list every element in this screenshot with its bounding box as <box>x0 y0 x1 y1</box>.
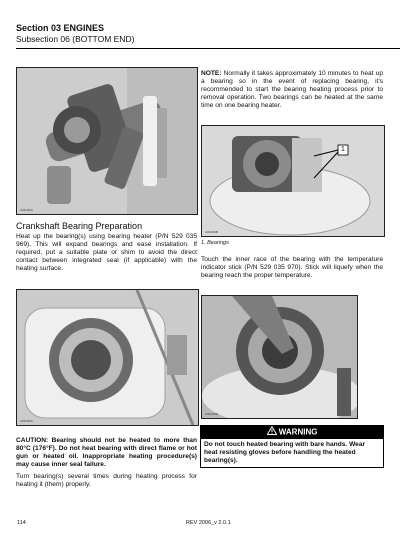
bearing-heater-photo <box>201 125 385 237</box>
figure-code: A32C06A <box>20 208 33 212</box>
caution-paragraph <box>16 437 197 469</box>
section-heading: Crankshaft Bearing Preparation <box>16 221 143 231</box>
warning-icon <box>267 426 277 439</box>
note-label: NOTE: <box>201 70 222 77</box>
caution-text: Bearing should not be heated to more than 80°C (176°F). Do not heat bearing with direct flame or hot gun or heated oil. Inappropriate heating procedure(s) may cause inner seal failure. <box>16 437 197 469</box>
temperature-stick-photo <box>201 295 358 419</box>
callout-label: 1 <box>341 146 345 153</box>
page-header <box>16 23 400 45</box>
bearings-illustration <box>202 126 384 236</box>
temperature-stick-illustration <box>202 296 357 418</box>
figure-code: A32C06B <box>205 230 218 234</box>
crankshaft-illustration <box>17 68 197 214</box>
note-paragraph <box>201 70 383 110</box>
warning-title: WARNING <box>278 427 318 437</box>
subsection-title: Subsection 06 (BOTTOM END) <box>16 34 135 44</box>
header-rule <box>16 48 400 49</box>
bearing-heater-photo-2 <box>16 289 199 426</box>
warning-box <box>200 425 384 468</box>
touch-block <box>201 256 383 280</box>
warning-header <box>201 426 383 439</box>
note-text: Normally it takes approximately 10 minutes to heat up a bearing so in the event of replacing bearing, it's recommended to start the bearing heating process prior to removal operation. Two bearings can be heated at the same time on one bearing heater. <box>201 70 383 110</box>
crankshaft-section <box>16 221 197 273</box>
bearing-on-heater-illustration <box>17 290 198 425</box>
caution-label: CAUTION: <box>16 437 49 444</box>
note-block <box>201 70 383 110</box>
crankshaft-photo <box>16 67 198 215</box>
turn-paragraph: Turn bearing(s) several times during heating process for heating it (them) properly. <box>16 473 197 489</box>
caution-block <box>16 437 197 490</box>
revision: REV 2006_v 2.0.1 <box>186 520 231 526</box>
figure-code: A32C06C <box>20 419 34 423</box>
figure-code: A32C06D <box>205 412 219 416</box>
page-number: 114 <box>17 520 26 526</box>
touch-paragraph: Touch the inner race of the bearing with the temperature indicator stick (P/N 529 035 970). Stick will liquefy when the bearing reach the proper temperature. <box>201 256 383 280</box>
warning-text: Do not touch heated bearing with bare hands. Wear heat resisting gloves before handling the heated bearing(s). <box>204 441 366 465</box>
crankshaft-paragraph: Heat up the bearing(s) using bearing heater (P/N 529 035 969). This will expand bearings and ease installation. If required, put a suitable plate or shim to avoid the direct contact between integrated seal (if applicable) with the heating surface. <box>16 233 197 273</box>
figure-caption: 1. Bearings <box>201 240 229 246</box>
section-title: Section 03 ENGINES <box>16 23 105 33</box>
